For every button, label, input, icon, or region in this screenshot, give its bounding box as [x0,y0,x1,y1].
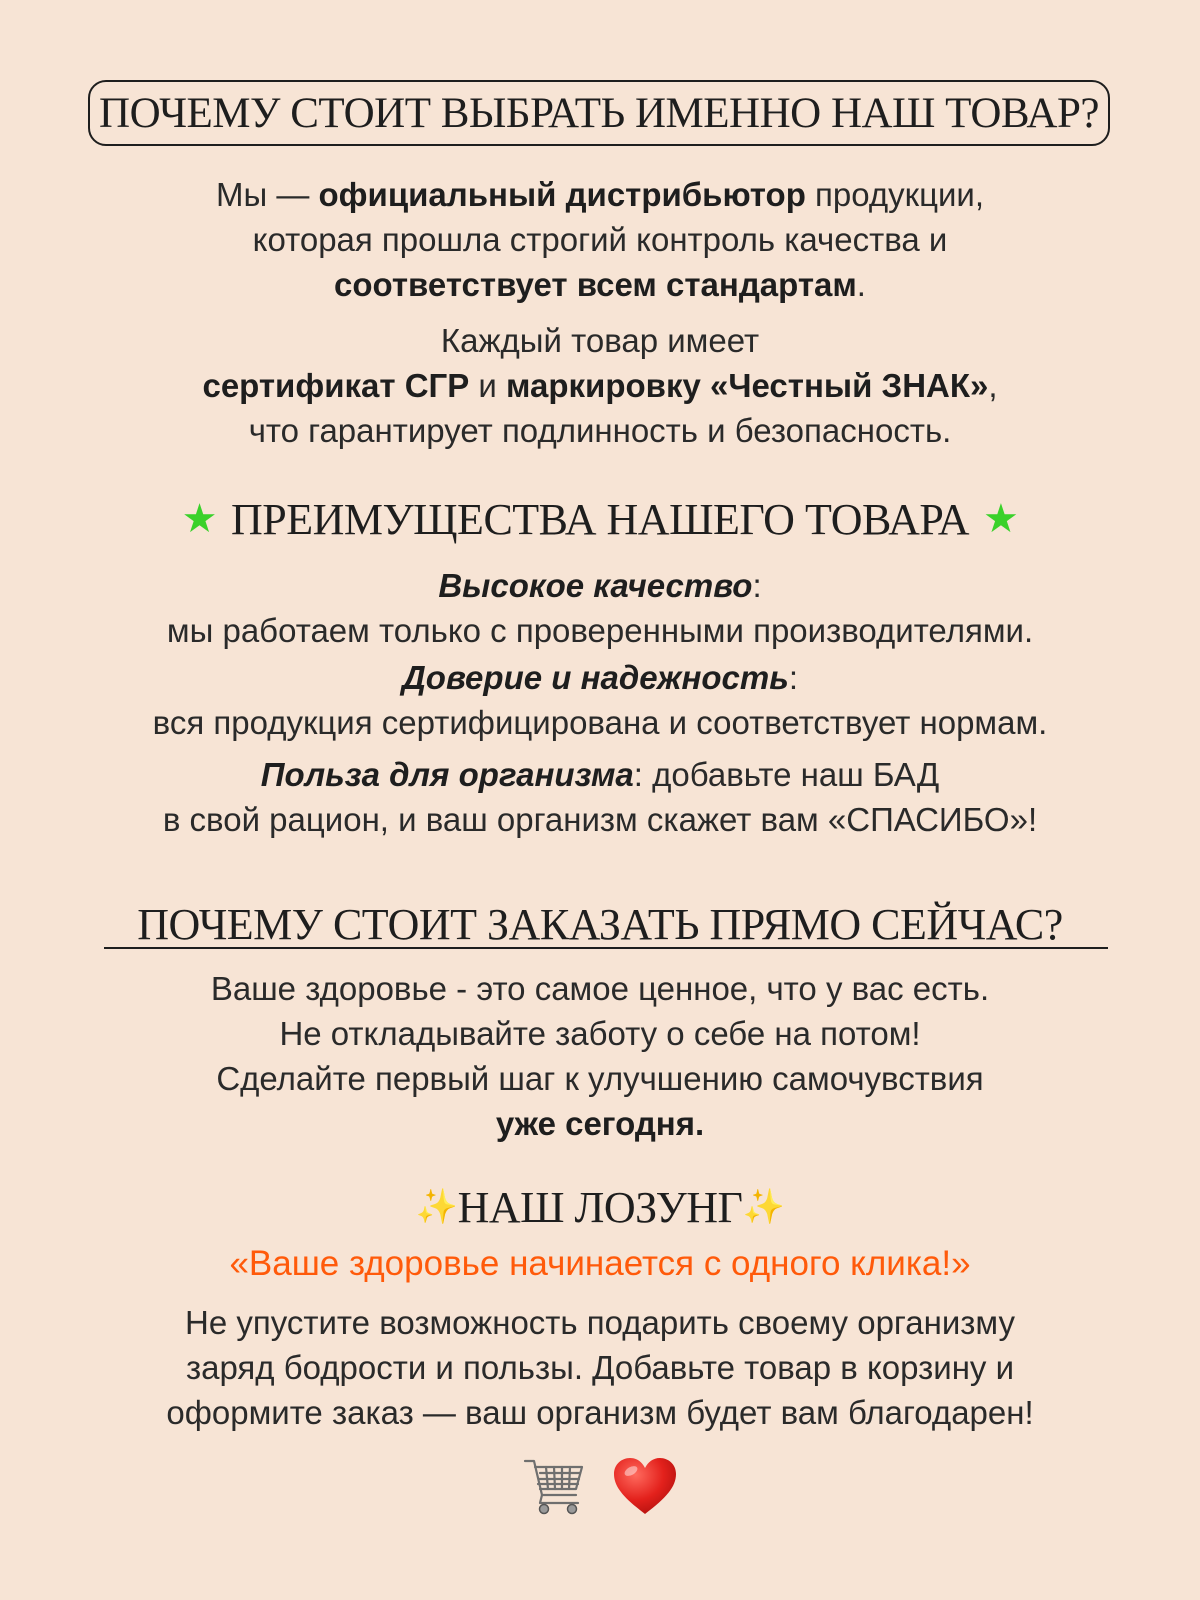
certificate-paragraph [0,318,1200,453]
advantage-text: в свой рацион, и ваш организм скажет вам «СПАСИБО»! [162,801,1038,838]
advantage-label: Доверие и надежность [401,659,789,696]
bold-text: официальный дистрибьютор [318,176,806,213]
text: : добавьте наш БАД [633,756,940,793]
star-icon: ★ [983,496,1019,541]
shopping-cart-icon [522,1455,588,1517]
advantage-text: мы работаем только с проверенными производителями. [166,612,1034,649]
paragraph-line: Не упустите возможность подарить своему организму [185,1304,1015,1341]
heart-icon [612,1456,678,1516]
intro-line-1 [0,172,1200,217]
order-now-paragraph [0,966,1200,1146]
section-title-text: НАШ ЛОЗУНГ [457,1183,743,1232]
text: : [788,659,799,696]
section-title-text: ПОЧЕМУ СТОИТ ВЫБРАТЬ ИМЕННО НАШ ТОВАР? [99,89,1099,137]
paragraph-line: оформите заказ — ваш организм будет вам благодарен! [166,1394,1034,1431]
section-title-advantages [0,494,1200,545]
paragraph-line: Ваше здоровье - это самое ценное, что у вас есть. [210,970,990,1007]
paragraph-line: заряд бодрости и пользы. Добавьте товар в корзину и [185,1349,1015,1386]
advantage-item [0,563,1200,653]
advantage-item [0,752,1200,842]
slogan-text: «Ваше здоровье начинается с одного клика!» [229,1244,971,1283]
bold-text: уже сегодня. [495,1105,705,1142]
advantage-label: Высокое качество [438,567,753,604]
bold-text: маркировку «Честный ЗНАК» [506,367,989,404]
intro-line-3 [0,262,1200,307]
text: , [988,367,998,404]
footer-icons [0,1455,1200,1517]
advantage-text: вся продукция сертифицирована и соответствует нормам. [152,704,1048,741]
intro-paragraph [0,172,1200,307]
closing-paragraph [0,1300,1200,1435]
section-title-slogan [0,1182,1200,1233]
text: . [856,266,866,303]
cert-line-2 [0,363,1200,408]
star-icon: ★ [181,496,217,541]
title-underline [104,947,1108,949]
section-title-text: ПРЕИМУЩЕСТВА НАШЕГО ТОВАРА [231,495,969,544]
sparkles-icon: ✨ [415,1189,458,1226]
text: Мы — [215,176,319,213]
section-title-order-now: ПОЧЕМУ СТОИТ ЗАКАЗАТЬ ПРЯМО СЕЙЧАС? [137,900,1063,949]
advantage-item [0,655,1200,745]
paragraph-line: Не откладывайте заботу о себе на потом! [279,1015,921,1052]
advantage-label: Польза для организма [260,756,634,793]
intro-line-2: которая прошла строгий контроль качества и [252,221,948,258]
text: продукции, [805,176,985,213]
bold-text: соответствует всем стандартам [334,266,857,303]
section-title-why-choose [88,80,1110,146]
paragraph-line: Сделайте первый шаг к улучшению самочувствия [216,1060,984,1097]
bold-text: сертификат СГР [202,367,470,404]
text: : [752,567,762,604]
cert-line-3: что гарантирует подлинность и безопасность. [248,412,952,449]
text: и [469,367,507,404]
cert-line-1: Каждый товар имеет [440,322,760,359]
sparkles-icon: ✨ [742,1189,785,1226]
